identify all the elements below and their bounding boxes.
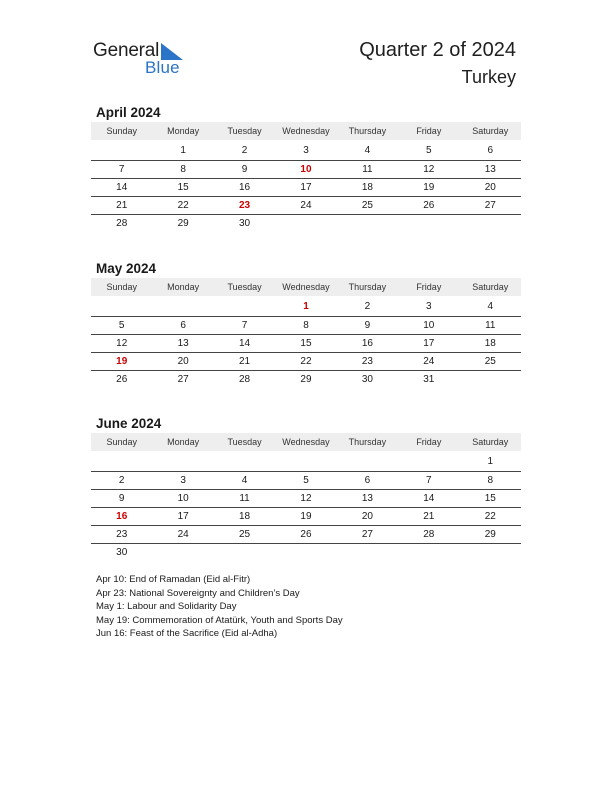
day-cell [214, 544, 275, 562]
day-cell: 2 [214, 140, 275, 161]
day-cell: 3 [275, 140, 336, 161]
day-cell [91, 451, 152, 472]
week-row [91, 161, 521, 179]
day-cell: 26 [116, 374, 128, 385]
holiday-note: Apr 10: End of Ramadan (Eid al-Fitr) [96, 574, 251, 585]
day-cell [460, 544, 521, 562]
day-cell: 19 [275, 508, 336, 526]
day-cell [337, 544, 398, 562]
day-cell: 29 [177, 218, 189, 229]
day-cell [398, 451, 459, 472]
day-cell [398, 215, 459, 233]
holiday-note: Apr 23: National Sovereignty and Children’s Day [96, 587, 300, 599]
day-cell: 7 [214, 317, 275, 335]
holiday-note: Jun 16: Feast of the Sacrifice (Eid al-Adha) [96, 628, 278, 640]
weekday-header: Thursday [337, 278, 398, 296]
holiday-note: May 1: Labour and Solidarity Day [96, 601, 237, 613]
day-cell: 28 [398, 526, 459, 544]
logo-word-general: General [93, 40, 160, 61]
weekday-header: Wednesday [275, 122, 336, 140]
weekday-header: Friday [398, 433, 459, 451]
day-cell: 22 [460, 508, 521, 526]
day-cell: 4 [337, 140, 398, 161]
day-cell: 11 [214, 490, 275, 508]
day-cell: 30 [361, 374, 373, 385]
day-cell: 11 [460, 317, 521, 335]
day-cell: 5 [398, 140, 459, 161]
day-cell: 27 [177, 374, 189, 385]
day-cell [152, 451, 213, 472]
week-row [91, 544, 521, 562]
weekday-header: Sunday [91, 122, 152, 140]
day-cell: 16 [337, 335, 398, 353]
day-cell: 19 [398, 179, 459, 197]
week-row [91, 353, 521, 371]
weekday-header: Sunday [91, 278, 152, 296]
day-cell: 24 [275, 197, 336, 215]
day-cell: 22 [275, 353, 336, 371]
week-row [91, 317, 521, 335]
day-cell: 25 [460, 353, 521, 371]
day-cell: 1 [152, 140, 213, 161]
week-row [91, 335, 521, 353]
month-block-april [91, 103, 521, 232]
day-cell: 30 [116, 547, 128, 558]
week-row [91, 140, 521, 161]
month-block-june [91, 414, 521, 561]
weekday-header: Wednesday [275, 433, 336, 451]
day-cell: 16 [214, 179, 275, 197]
weekday-header-row [91, 433, 521, 451]
logo-word-blue: Blue [145, 58, 180, 77]
weekday-header: Friday [398, 278, 459, 296]
calendar-table [91, 433, 521, 561]
calendar-table [91, 278, 521, 388]
day-cell: 7 [398, 472, 459, 490]
day-cell: 8 [275, 317, 336, 335]
day-cell: 28 [116, 218, 128, 229]
weekday-header: Saturday [460, 433, 521, 451]
day-cell: 26 [275, 526, 336, 544]
day-cell: 26 [398, 197, 459, 215]
day-cell: 18 [214, 508, 275, 526]
day-cell: 9 [337, 317, 398, 335]
weekday-header: Tuesday [214, 278, 275, 296]
weekday-header-row [91, 122, 521, 140]
holiday-notes [96, 573, 343, 641]
day-cell: 21 [214, 353, 275, 371]
weekday-header: Saturday [460, 278, 521, 296]
day-cell [337, 451, 398, 472]
day-cell [398, 544, 459, 562]
day-cell: 23 [214, 197, 275, 215]
day-cell [91, 296, 152, 317]
day-cell: 16 [91, 508, 152, 526]
day-cell [275, 451, 336, 472]
calendar-table [91, 122, 521, 232]
holiday-note: May 19: Commemoration of Atatürk, Youth and Sports Day [96, 614, 343, 626]
day-cell: 15 [275, 335, 336, 353]
weekday-header: Monday [152, 433, 213, 451]
day-cell: 10 [275, 161, 336, 179]
day-cell: 14 [398, 490, 459, 508]
day-cell: 4 [214, 472, 275, 490]
country-label: Turkey [461, 67, 516, 87]
day-cell: 27 [460, 197, 521, 215]
day-cell [214, 451, 275, 472]
week-row [91, 526, 521, 544]
day-cell: 8 [152, 161, 213, 179]
week-row [91, 472, 521, 490]
day-cell: 19 [91, 353, 152, 371]
day-cell: 20 [152, 353, 213, 371]
day-cell: 24 [398, 353, 459, 371]
day-cell [275, 544, 336, 562]
week-row [91, 490, 521, 508]
day-cell: 17 [398, 335, 459, 353]
day-cell: 18 [337, 179, 398, 197]
day-cell: 21 [398, 508, 459, 526]
day-cell: 28 [238, 374, 251, 385]
day-cell: 31 [423, 374, 435, 385]
weekday-header: Tuesday [214, 433, 275, 451]
day-cell: 3 [152, 472, 213, 490]
week-row [91, 371, 521, 389]
weekday-header: Sunday [91, 433, 152, 451]
day-cell: 10 [398, 317, 459, 335]
day-cell: 29 [460, 526, 521, 544]
day-cell: 18 [460, 335, 521, 353]
day-cell: 1 [460, 451, 521, 472]
week-row [91, 451, 521, 472]
month-title: June 2024 [96, 416, 162, 431]
day-cell: 1 [275, 296, 336, 317]
page-title: Quarter 2 of 2024 [359, 39, 516, 61]
day-cell: 30 [238, 218, 251, 229]
day-cell: 6 [460, 140, 521, 161]
day-cell: 4 [460, 296, 521, 317]
day-cell: 9 [214, 161, 275, 179]
day-cell: 12 [275, 490, 336, 508]
day-cell: 17 [152, 508, 213, 526]
weekday-header: Tuesday [214, 122, 275, 140]
month-title: April 2024 [96, 105, 161, 120]
day-cell: 2 [337, 296, 398, 317]
day-cell: 27 [337, 526, 398, 544]
weekday-header: Monday [152, 122, 213, 140]
weekday-header: Friday [398, 122, 459, 140]
day-cell: 2 [91, 472, 152, 490]
day-cell: 12 [91, 335, 152, 353]
day-cell: 5 [91, 317, 152, 335]
day-cell: 3 [398, 296, 459, 317]
day-cell: 7 [91, 161, 152, 179]
day-cell [275, 215, 336, 233]
day-cell: 13 [460, 161, 521, 179]
day-cell: 21 [91, 197, 152, 215]
day-cell: 15 [460, 490, 521, 508]
day-cell: 13 [337, 490, 398, 508]
month-block-may [91, 259, 521, 388]
day-cell: 29 [300, 374, 312, 385]
day-cell: 25 [337, 197, 398, 215]
day-cell: 22 [152, 197, 213, 215]
day-cell: 24 [152, 526, 213, 544]
day-cell: 17 [275, 179, 336, 197]
day-cell: 15 [152, 179, 213, 197]
day-cell [152, 296, 213, 317]
day-cell: 11 [337, 161, 398, 179]
day-cell: 23 [91, 526, 152, 544]
week-row [91, 296, 521, 317]
day-cell: 10 [152, 490, 213, 508]
day-cell [460, 215, 521, 233]
day-cell: 6 [152, 317, 213, 335]
day-cell [152, 544, 213, 562]
month-title: May 2024 [96, 261, 157, 276]
day-cell: 20 [337, 508, 398, 526]
day-cell: 13 [152, 335, 213, 353]
weekday-header-row [91, 278, 521, 296]
weekday-header: Saturday [460, 122, 521, 140]
day-cell: 25 [214, 526, 275, 544]
day-cell: 12 [398, 161, 459, 179]
day-cell [91, 140, 152, 161]
week-row [91, 508, 521, 526]
day-cell: 9 [91, 490, 152, 508]
day-cell: 23 [337, 353, 398, 371]
weekday-header: Monday [152, 278, 213, 296]
day-cell: 6 [337, 472, 398, 490]
generalblue-logo [93, 40, 203, 80]
day-cell: 5 [275, 472, 336, 490]
week-row [91, 179, 521, 197]
day-cell [460, 371, 521, 389]
week-row [91, 197, 521, 215]
day-cell: 20 [460, 179, 521, 197]
day-cell: 8 [460, 472, 521, 490]
weekday-header: Thursday [337, 122, 398, 140]
day-cell: 14 [91, 179, 152, 197]
day-cell: 14 [214, 335, 275, 353]
day-cell [214, 296, 275, 317]
weekday-header: Thursday [337, 433, 398, 451]
day-cell [337, 215, 398, 233]
week-row [91, 215, 521, 233]
weekday-header: Wednesday [275, 278, 336, 296]
